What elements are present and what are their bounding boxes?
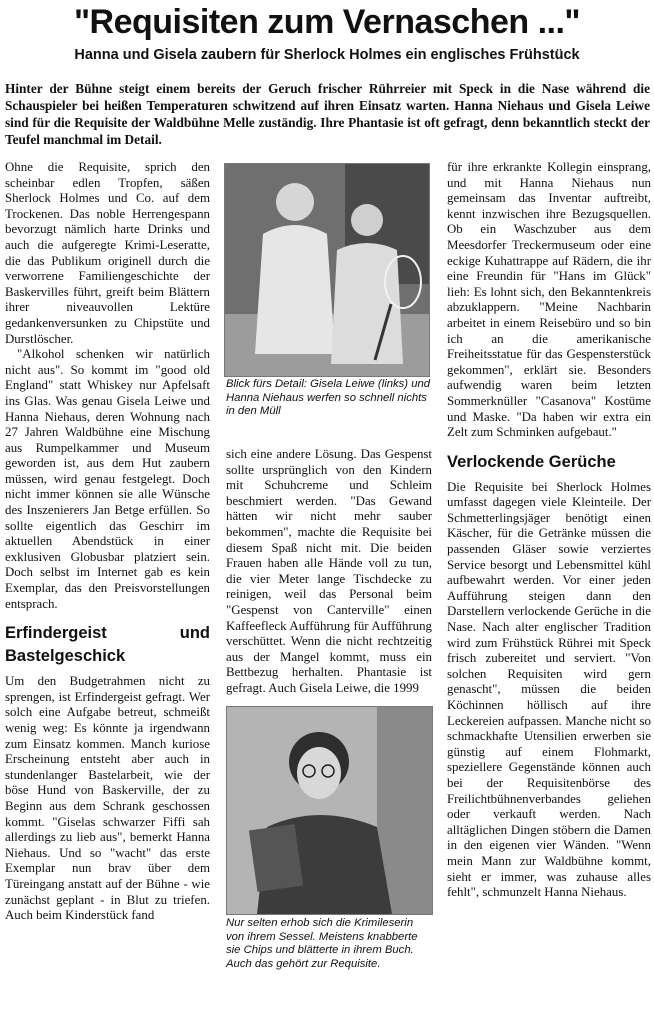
col2-paragraph-1: sich eine andere Lösung. Das Gespenst sollte ursprünglich von den Kindern mit Schuhcreme und Schleim beschmiert werden. "Das Gewand hätten wir nicht mehr sauber bekommen", machte die Requisite bei diesem Spaß nicht mit. Die beiden Frauen haben alle Hände voll zu tun, die vier Meter lange Tischdecke zu reinigen, weil das Personal beim "Gespenst von Canterville" einen Kaffeefleck Aufführung für Aufführung verschüttet. Wenn die nicht rechtzeitig aus der Mangel kommt, muss ein Bettbezug herhalten. Phantasie ist gefragt. Auch Gisela Leiwe, die 1999: [226, 447, 432, 695]
photo-reader-with-book: [226, 706, 433, 915]
photo-caption-2: Nur selten erhob sich die Krimileserin von ihrem Sessel. Meistens knabberte sie Chips und blätterte in ihrem Buch. Auch das gehört zur Requisite.: [226, 917, 418, 970]
column-3: [447, 160, 651, 901]
col1-paragraph-1: Ohne die Requisite, sprich den scheinbar edlen Tropfen, säßen Sherlock Holmes und Co. auf dem Trockenen. Das noble Herrengespann bevorzugt nämlich harte Drinks und auch die aufgeregte Krimi-Leseratte, die das Publikum originell durch die verworrene Familiengeschichte der Baskervilles führt, greift beim Blättern ihrer niveauvollen Lektüre gedankenversunken zu Chipstüte und Durstlöscher.: [5, 160, 210, 346]
col3-subheading: Verlockende Gerüche: [447, 452, 616, 471]
col1-paragraph-2: "Alkohol schenken wir natürlich nicht aus". So kommt im "good old England" statt Whiskey nur Apfelsaft ins Glas. Was genau Gisela Leiwe und Hanna Niehaus, deren Wohnung nach 27 Jahren Waldbühne eine Mischung aus Rumpelkammer und Museum geworden ist, aus dem Hut zaubern müssen, wird genau festgelegt. Doch nicht immer können sie alle Wünsche des Inszenierers Jan Betge erfüllen. So sollte eigentlich das Geschirr im aktuellen Abendstück in einer exklusiven Globusbar platziert sein. Doch selbst im Internet gab es kein Exemplar, das den Preisvorstellungen entsprach.: [5, 347, 210, 611]
subheadline: Hanna und Gisela zaubern für Sherlock Holmes ein englisches Frühstück: [74, 47, 580, 63]
photo-two-women: [224, 163, 430, 377]
column-2: [226, 447, 432, 697]
column-1: [5, 160, 210, 924]
photo-two-women-illustration: [225, 164, 429, 376]
col1-paragraph-3: Um den Budgetrahmen nicht zu sprengen, ist Erfindergeist gefragt. Wer solch eine Aufgabe betreut, schmeißt wenig weg: Es könnte ja irgendwann zum Einsatz kommen. Manch kuriose Erscheinung entsteht aber auch in stundenlanger Bastelarbeit, wie der böse Hund von Baskerville, der zu Beginn aus dem Schrank geschossen kommt. "Giselas schwarzer Fiffi sah allerdings zu lieb aus", bemerkt Hanna Niehaus. Und so "wacht" das erste Exemplar nun brav über dem Türeingang anstatt auf der Bühne - wie zunächst geplant - in Blut zu triefen. Auch beim Kinderstück fand: [5, 674, 210, 923]
photo-reader-illustration: [227, 707, 432, 914]
photo-caption-1: Blick fürs Detail: Gisela Leiwe (links) und Hanna Niehaus werfen so schnell nichts in den Müll: [226, 378, 431, 417]
col1-subheading: Erfindergeist und Bastelgeschick: [5, 624, 210, 666]
col3-paragraph-1: für ihre erkrankte Kollegin einsprang, und mit Hanna Niehaus nun gemeinsam das Inventar auftreibt, kennt inzwischen ihre Bezugsquellen. Ob ein Waschzuber aus dem Meesdorfer Treckermuseum oder eine eckige Kuhattrappe auf Rädern, die ihr eine Freundin für "Hans im Glück" lieh: Es lohnt sich, den Bekanntenkreis abzuklappern. "Meine Nachbarin arbeitet in einem Reisebüro und so bin ich an die amerikanische Freiheitsstatue für das Gespensterstück gekommen", erklärt sie. Besonders aufwendig waren beim letzten Sommerknüller "Casanova" Kostüme und Maske. "Da haben wir extra ein Zelt zum Schminken aufgebaut.": [447, 160, 651, 440]
headline: "Requisiten zum Vernaschen ...": [73, 3, 581, 41]
lead-paragraph: Hinter der Bühne steigt einem bereits der Geruch frischer Rührreier mit Speck in die Nase während die Schauspieler bei heißen Temperaturen schwitzend auf ihren Einsatz warten. Hanna Niehaus und Gisela Leiwe sind für die Requisite der Waldbühne Melle zuständig. Ihre Phantasie ist oft gefragt, denn bekanntlich steckt der Teufel manchmal im Detail.: [5, 81, 650, 147]
col3-paragraph-2: Die Requisite bei Sherlock Holmes umfasst dagegen viele Kleinteile. Der Schmetterlingsjäger benötigt einen Käscher, für die Getränke müssen die passenden Gläser sowie verziertes Service besorgt und Lebensmittel kühl aufbewahrt werden. Vor einer jeden Aufführung steigen dann den Darstellern verlockende Gerüche in die Nase. Nach alter englischer Tradition wird zum Frühstück Rührei mit Speck frisch zubereitet und serviert. "Von solchen Requisiten wird gern genascht", müssen die beiden Köchinnen höllisch auf ihre Leckereien aufpassen. Manche nicht so schmackhafte Utensilien erwerben sie günstig auf einem Flohmarkt, speziellere Gegenstände können auch bei der Requisitenbörse des Freilichtbühnenverbandes geliehen oder verkauft werden. Nach alltäglichen Dingen stöbern die Damen in den eigenen vier Wänden. "Wenn mein Mann zur Waldbühne kommt, sieht er immer, was zuhause alles fehlt", schmunzelt Hanna Niehaus.: [447, 479, 651, 900]
